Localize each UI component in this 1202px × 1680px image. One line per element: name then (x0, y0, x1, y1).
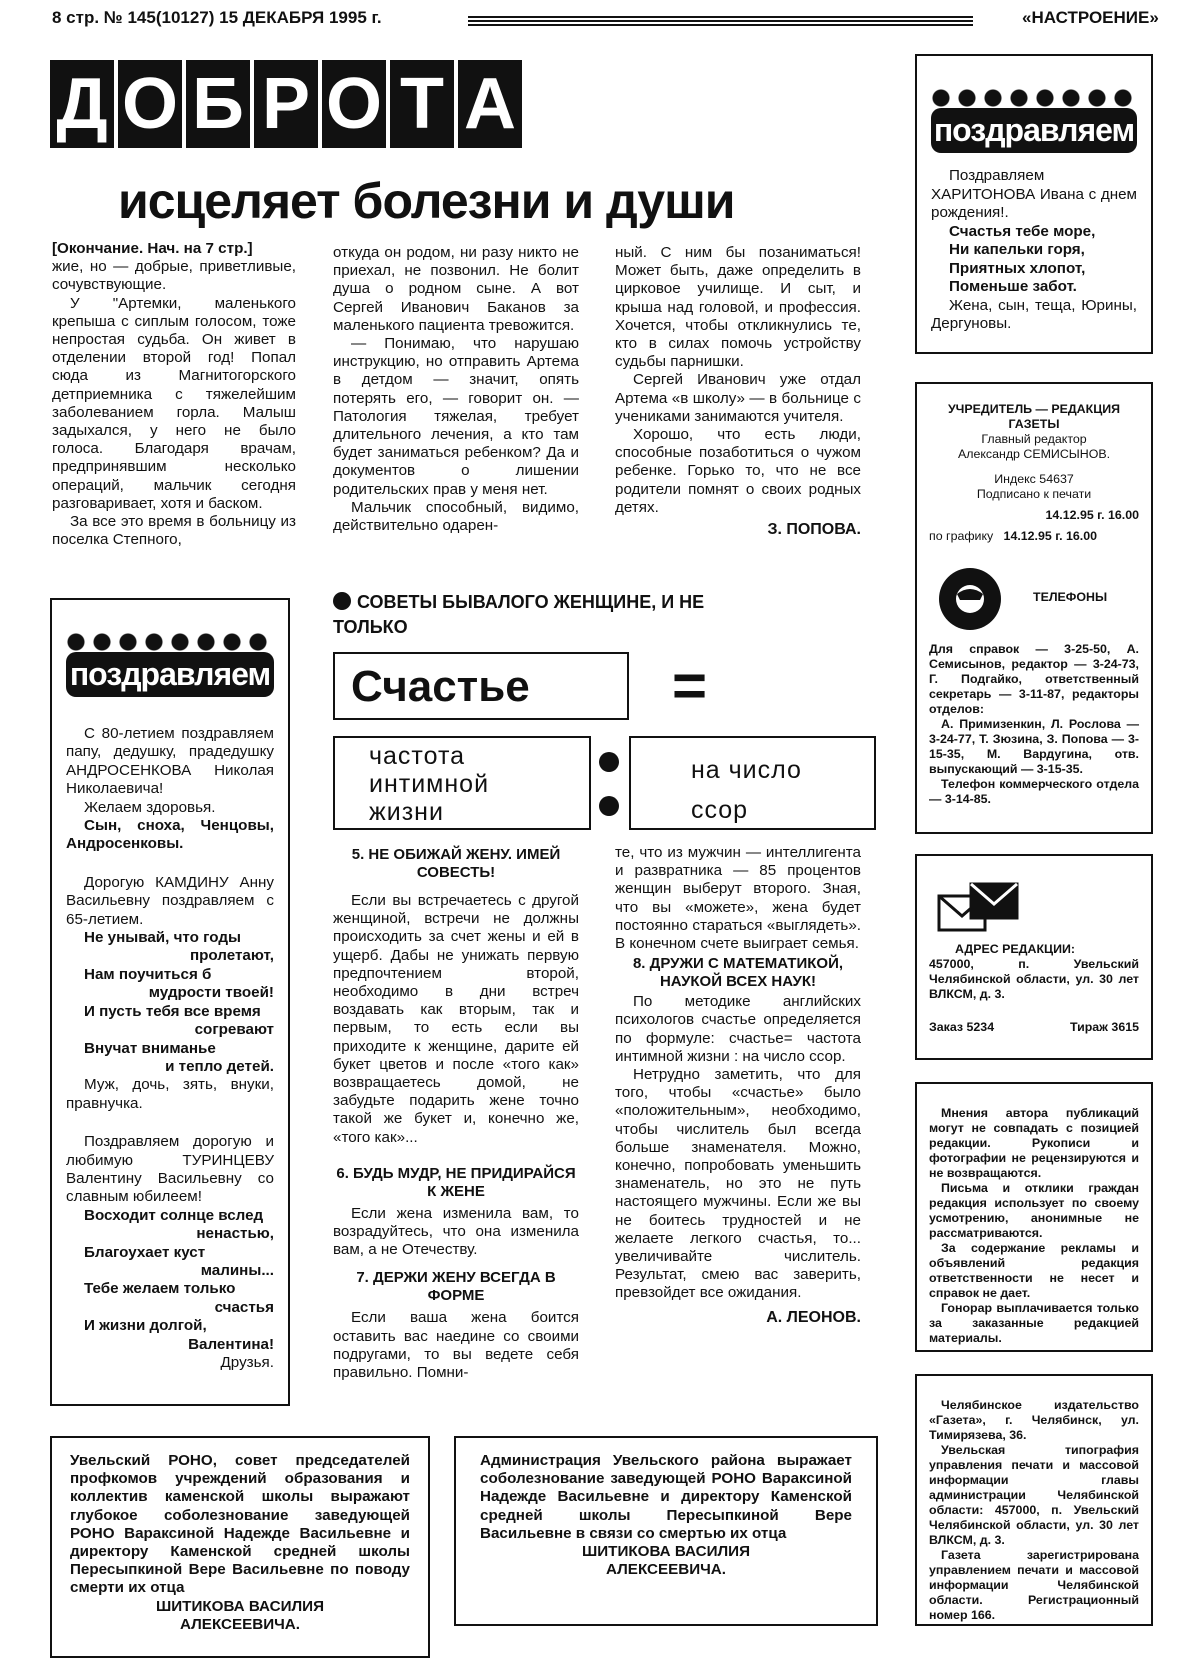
circulation (1070, 1020, 1139, 1035)
advice-paragraph: Если вы встречаетесь с другой женщиной, встречи не должны происходить за счет жены и ей в ущерб. Дабы не унижать первую предпочтением второй, необходимо в дни встреч воздавать как вторым, так и первым, то есть если вы приходите к женщине, дарите ей букет цветов и после «того как» возвращаетесь домой, не забудьте подарить жене точно такой же букет и, конечно же, «того как»... (333, 892, 579, 1146)
banner-text: поздравляем (69, 656, 271, 692)
advice-paragraph: Если жена изменила вам, то возрадуйтесь, что она изменила вам, а не Отечеству. (333, 1204, 579, 1259)
title-letter: О (118, 60, 182, 148)
publisher-paragraph: Увельская типография управления печати и массовой информации главы администрации Челябинской области: 457000, п. Увельский Челябинской области, ул. 30 лет ВЛКСМ, д. 3. (929, 1443, 1139, 1547)
verse-line: Нам поучиться б (84, 965, 212, 983)
disclaimer-paragraph: Письма и отклики граждан редакция использует по своему усмотрению, анонимные не рассматриваются. (929, 1181, 1139, 1240)
greeting-signature: Муж, дочь, зять, внуки, правнучка. (66, 1076, 274, 1112)
telephone-icon (937, 566, 1003, 632)
circulation-label: Тираж (1070, 1020, 1108, 1034)
banner-decoration (931, 82, 1137, 108)
verse-line: Благоухает куст (84, 1243, 206, 1261)
greeting-line: Дорогую КАМДИНУ Анну Васильевну поздравляем с 65-летием. (66, 873, 274, 928)
condolence-text: Администрация Увельского района выражает соболезнование заведующей РОНО Вараксиной Надежде Васильевне и директору Каменской средней школы Пересыпкиной Вере Васильевне в связи со смертью их отца (480, 1452, 852, 1542)
rubric-text: СОВЕТЫ БЫВАЛОГО ЖЕНЩИНЕ, И НЕ ТОЛЬКО (333, 592, 705, 637)
advice-heading: 5. НЕ ОБИЖАЙ ЖЕНУ. ИМЕЙ СОВЕСТЬ! (351, 846, 561, 881)
address-title: АДРЕС РЕДАКЦИИ: (955, 942, 1076, 956)
greeting-banner (66, 652, 274, 697)
division-dot-bottom (599, 796, 619, 816)
greeting-line: Жена, сын, теща, Юрины, Дергуновы. (931, 296, 1137, 332)
article-subtitle: исцеляет болезни и души (118, 173, 735, 229)
advice-author: А. ЛЕОНОВ. (766, 1308, 861, 1326)
condolence-name: ШИТИКОВА ВАСИЛИЯ АЛЕКСЕЕВИЧА. (581, 1543, 751, 1579)
address-box (915, 854, 1153, 1060)
schedule-line (929, 529, 1139, 544)
greeting-signature: Сын, сноха, Ченцовы, Андросенковы. (66, 817, 274, 853)
greeting-line: Поменьше забот. (949, 278, 1077, 295)
bullet-icon (333, 592, 351, 610)
advice-paragraph: те, что из мужчин — интеллигента и развратника — 85 процентов женщин выберут второго. Зная, что вы «можете», жена будет постоянно стараться «выглядеть». В конечном счете выиграет семья. (615, 844, 861, 953)
greeting-banner (931, 108, 1137, 153)
verse-line: И жизни долгой, (84, 1317, 207, 1335)
phones-commercial: Телефон коммерческого отдела — 3-14-85. (929, 777, 1139, 806)
verse-line: малины... (200, 1261, 274, 1279)
schedule-label: по графику (929, 529, 994, 543)
disclaimer-paragraph: Мнения автора публикаций могут не совпадать с позицией редакции. Рукописи и фотографии не рецензируются и не возвращаются. (929, 1106, 1139, 1180)
greeting-text (66, 725, 274, 1372)
happiness-box (333, 652, 629, 720)
order-number: 5234 (966, 1020, 995, 1034)
verse-line: Тебе желаем только (84, 1280, 236, 1298)
paragraph: жие, но — добрые, приветливые, сочувствующие. (52, 258, 296, 294)
publisher-box (915, 1374, 1153, 1626)
article-column-1 (52, 240, 296, 549)
verse-line: Валентина! (188, 1335, 274, 1353)
greeting-signature: Друзья. (220, 1354, 274, 1371)
advice-heading: 8. ДРУЖИ С МАТЕМАТИКОЙ, НАУКОЙ ВСЕХ НАУК! (632, 955, 844, 991)
issue-line: 8 стр. № 145(10127) 15 ДЕКАБРЯ 1995 г. (52, 8, 382, 27)
equals-sign: = (672, 652, 708, 719)
article-title (50, 60, 590, 148)
schedule-date: 14.12.95 г. 16.00 (1003, 529, 1098, 543)
greeting-line: Счастья тебе море, (949, 222, 1096, 240)
greeting-line: С 80-летием поздравляем папу, дедушку, прадедушку АНДРОСЕНКОВА Николая Николаевича! (66, 725, 274, 798)
title-letter: Р (254, 60, 318, 148)
signed-label: Подписано к печати (976, 487, 1092, 501)
denominator-text: на число ссор (691, 756, 802, 824)
condolence-box-2 (454, 1436, 878, 1626)
numerator-text: частота интимной жизни (369, 742, 490, 826)
editor-title: Главный редактор (981, 432, 1087, 446)
verse-line: согревают (194, 1021, 274, 1039)
disclaimer-paragraph: За содержание рекламы и объявлений редакция ответственности не несет и справок не дает. (929, 1241, 1139, 1300)
phones-header (929, 566, 1139, 632)
paragraph: У "Артемки, маленького крепыша с сиплым голосом, тоже непростая судьба. Он живет в отделении второй год! Попал сюда из Магнитогорского детприемника с тяжелейшим заболеванием горла. Малыш задыхался, у него не было голоса. Благодаря врачам, предпринявшим несколько операций, мальчик сегодня разговаривает, хотя и баском. (52, 294, 296, 512)
paragraph: — Понимаю, что нарушаю инструкцию, но отправить Артема в детдом — значит, опять потерять его, — говорит он. — Патология тяжелая, требует длительного лечения, а кто там будет заниматься ребенком? Да и документов о лишении родительских прав у меня нет. (333, 335, 579, 498)
verse-line: мудрости твоей! (148, 984, 274, 1002)
verse-line: И пусть тебя все время (84, 1002, 261, 1020)
numerator-box (333, 736, 591, 830)
advice-paragraph: Если ваша жена боится оставить вас наедине со своими подругами, то вы ведете себя правильно. Помни- (333, 1309, 579, 1382)
condolence-box-1 (50, 1436, 430, 1658)
advice-paragraph: По методике английских психологов счастье определяется по формуле: счастье= частота интимной жизни : на число ссор. (615, 993, 861, 1065)
article-author: З. ПОПОВА. (767, 521, 861, 539)
order-label: Заказ (929, 1020, 964, 1034)
greeting-text (931, 167, 1137, 334)
title-letter: Б (186, 60, 250, 148)
circulation-number: 3615 (1111, 1020, 1139, 1034)
publisher-paragraph: Челябинское издательство «Газета», г. Челябинск, ул. Тимирязева, 36. (929, 1398, 1139, 1442)
section-name: «НАСТРОЕНИЕ» (1022, 8, 1159, 27)
verse-line: счастья (214, 1298, 274, 1316)
title-letter: Д (50, 60, 114, 148)
advice-column-1 (333, 842, 579, 1382)
header-rule (468, 16, 973, 28)
condolence-text: Увельский РОНО, совет председателей профкомов учреждений образования и коллектив каменской школы выражают глубокое соболезнование заведующей РОНО Вараксиной Надежде Васильевне и директору Каменской средней школы Пересыпкиной Вере Васильевне по поводу смерти их отца (70, 1452, 410, 1597)
verse-line: пролетают, (189, 947, 274, 965)
division-dot-top (599, 752, 619, 772)
greeting-line: Желаем здоровья. (84, 798, 216, 816)
greeting-line: Ни капельки горя, (949, 241, 1085, 258)
paragraph: Мальчик способный, видимо, действительно одарен- (333, 498, 579, 535)
greeting-line: Приятных хлопот, (949, 259, 1086, 277)
banner-text: поздравляем (933, 112, 1135, 148)
greeting-box-left (50, 598, 290, 1406)
greeting-line: Поздравляем дорогую и любимую ТУРИНЦЕВУ Валентину Васильевну со славным юбилеем! (66, 1133, 274, 1206)
paragraph: За все это время в больницу из поселка Степного, (52, 513, 296, 549)
greeting-line: Поздравляем ХАРИТОНОВА Ивана с днем рождения!. (931, 167, 1137, 221)
continued-note: [Окончание. Нач. на 7 стр.] (52, 240, 253, 257)
title-letter: А (458, 60, 522, 148)
happiness-word: Счастье (351, 662, 530, 711)
phones-list: Для справок — 3-25-50, А. Семисынов, редактор — 3-24-73, Г. Подгайко, ответственный секретарь — 3-11-87, редакторы отделов: (929, 642, 1139, 716)
imprint-box (915, 382, 1153, 834)
paragraph: ный. С ним бы позаниматься! Может быть, даже определить в цирковое училище. И сыт, и крыша над головой, и профессия. Хочется, чтобы откликнулись те, кто в силах помочь устройству судьбы парнишки. (615, 244, 861, 371)
advice-paragraph: Нетрудно заметить, что для того, чтобы «счастье» было «положительным», необходимо, чтобы числитель был всегда больше знаменателя. Можно, конечно, попробовать уменьшить знаменатель, но это не путь настоящего мужчины. Если же вы не боитесь трудностей и не желаете легкого счастья, то... увеличивайте числитель. Результат, смею вас заверить, превзойдет все ожидания. (615, 1066, 861, 1302)
order-line (929, 1020, 1139, 1035)
order (929, 1020, 994, 1035)
advice-rubric (333, 590, 753, 640)
verse-line: Внучат вниманье (84, 1039, 216, 1057)
phones-title: ТЕЛЕФОНЫ (1033, 590, 1108, 604)
advice-column-2 (615, 844, 861, 1327)
title-letter: Т (390, 60, 454, 148)
envelope-icon (937, 880, 1021, 936)
publisher-paragraph: Газета зарегистрирована управлением печати и массовой информации Челябинской области. Регистрационный номер 166. (929, 1548, 1139, 1622)
title-letter: О (322, 60, 386, 148)
denominator-box (629, 736, 876, 830)
advice-heading: 7. ДЕРЖИ ЖЕНУ ВСЕГДА В ФОРМЕ (356, 1269, 556, 1305)
disclaimer-paragraph: Гонорар выплачивается только за заказанные редакцией материалы. (929, 1301, 1139, 1345)
article-column-2 (333, 244, 579, 535)
paragraph: откуда он родом, ни разу никто не приехал, не позвонил. Не болит душа о родном сыне. А вот Сергей Иванович Баканов за маленького пациента тревожится. (333, 244, 579, 334)
signed-date: 14.12.95 г. 16.00 (1045, 508, 1139, 522)
banner-decoration (66, 626, 274, 652)
condolence-name: ШИТИКОВА ВАСИЛИЯ АЛЕКСЕЕВИЧА. (155, 1597, 325, 1633)
disclaimer-box (915, 1082, 1153, 1352)
verse-line: Не унывай, что годы (84, 929, 241, 947)
editor-name: Александр СЕМИСЫНОВ. (957, 447, 1111, 461)
verse-line: ненастью, (196, 1225, 274, 1243)
article-column-3 (615, 244, 861, 539)
paragraph: Сергей Иванович уже отдал Артема «в школу» — в больнице с учениками занимаются учителя. (615, 371, 861, 425)
paragraph: Хорошо, что есть люди, способные позаботиться о чужом ребенке. Горько то, что не все родители помнят о своих родных детях. (615, 426, 861, 516)
index: Индекс 54637 (994, 472, 1074, 486)
greeting-box-top (915, 54, 1153, 354)
phones-list-2: А. Примизенкин, Л. Рослова — 3-24-77, Т. Зюзина, З. Попова — 3-15-35, М. Вардугина, отв. выпускающий — 3-15-35. (929, 717, 1139, 776)
verse-line: и тепло детей. (165, 1057, 274, 1075)
verse-line: Восходит солнце вслед (84, 1206, 264, 1224)
address-text: 457000, п. Увельский Челябинской области, ул. 30 лет ВЛКСМ, д. 3. (929, 957, 1139, 1001)
founder: УЧРЕДИТЕЛЬ — РЕДАКЦИЯ ГАЗЕТЫ (947, 402, 1121, 431)
advice-heading: 6. БУДЬ МУДР, НЕ ПРИДИРАЙСЯ К ЖЕНЕ (336, 1164, 576, 1200)
